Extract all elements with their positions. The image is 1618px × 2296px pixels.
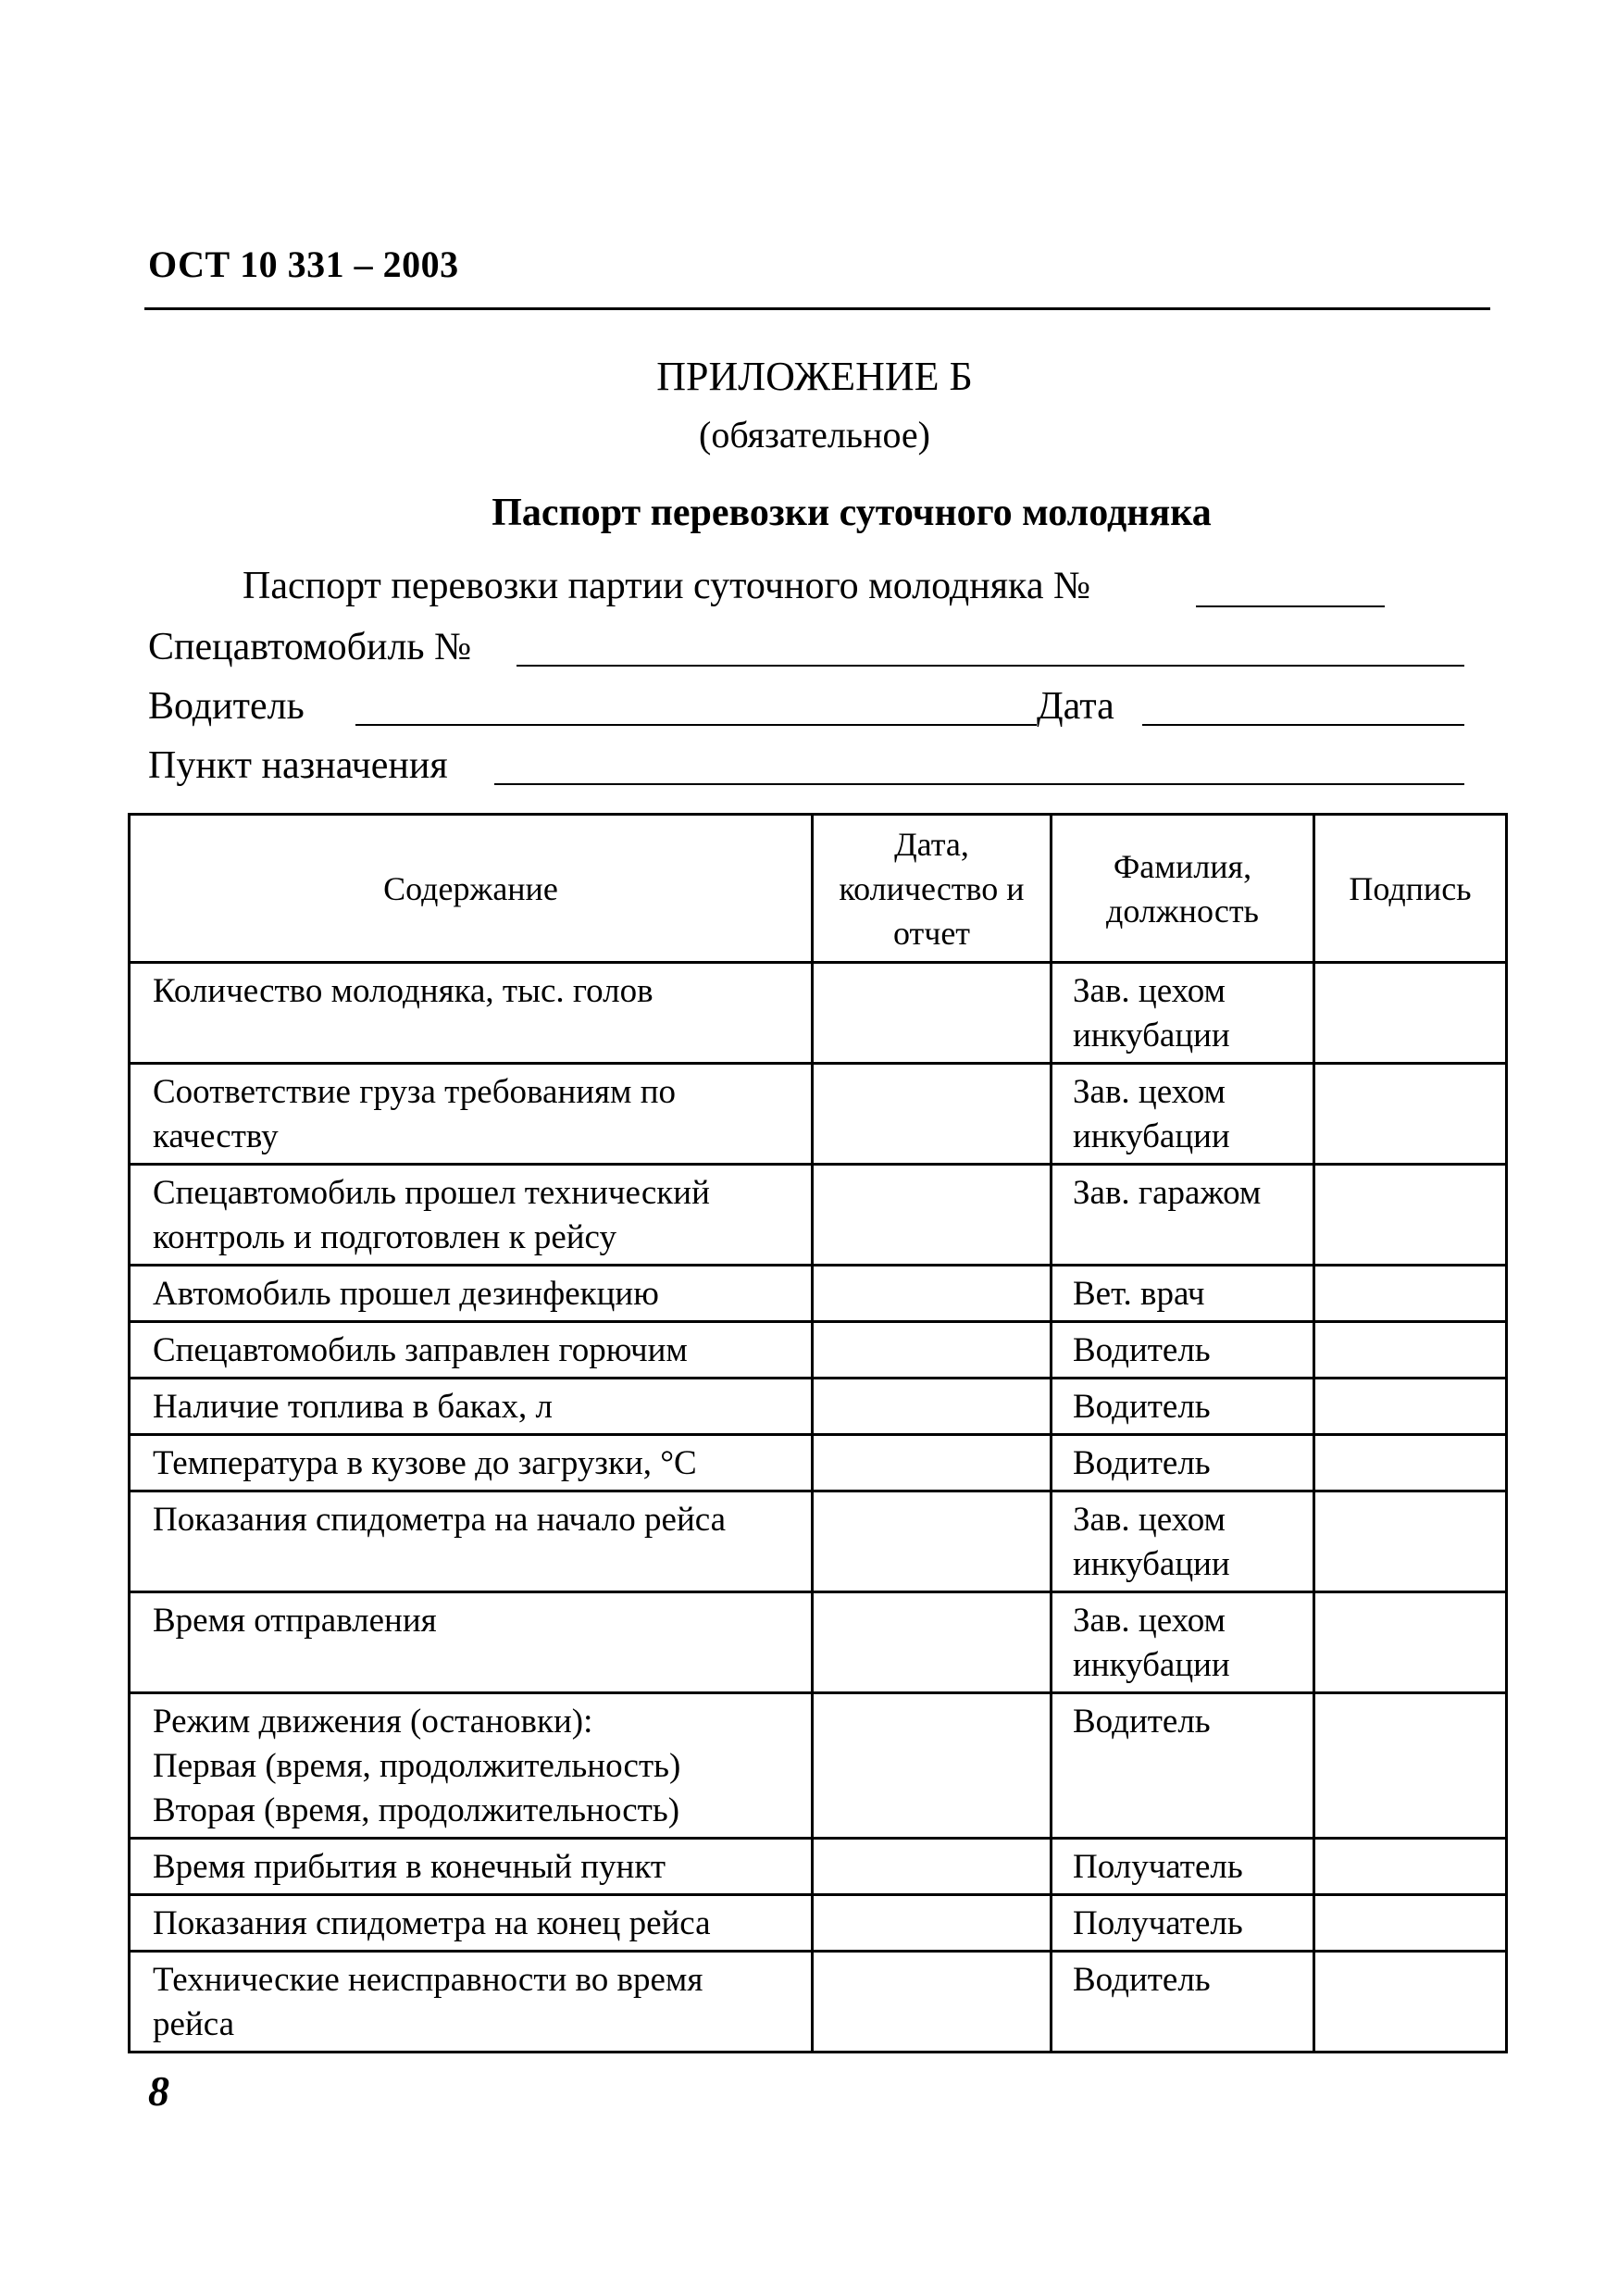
row-content: Спецавтомобиль заправлен горючим xyxy=(130,1322,813,1379)
header-content: Содержание xyxy=(130,815,813,963)
row-name-position: Зав. цехом инкубации xyxy=(1052,1491,1314,1592)
table-row xyxy=(130,1839,1507,1895)
table-header-row xyxy=(130,815,1507,963)
row-date-quantity-cell[interactable] xyxy=(813,1952,1052,2053)
row-name-position: Водитель xyxy=(1052,1322,1314,1379)
row-date-quantity-cell[interactable] xyxy=(813,1592,1052,1693)
row-content: Автомобиль прошел дезинфекцию xyxy=(130,1266,813,1322)
row-content: Время отправления xyxy=(130,1592,813,1693)
row-content: Спецавтомобиль прошел технический контроль и подготовлен к рейсу xyxy=(130,1165,813,1266)
row-date-quantity-cell[interactable] xyxy=(813,1064,1052,1165)
row-signature-cell[interactable] xyxy=(1314,1895,1507,1952)
row-date-quantity-cell[interactable] xyxy=(813,1895,1052,1952)
row-name-position: Вет. врач xyxy=(1052,1266,1314,1322)
row-name-position: Водитель xyxy=(1052,1435,1314,1491)
row-date-quantity-cell[interactable] xyxy=(813,1379,1052,1435)
row-signature-cell[interactable] xyxy=(1314,1322,1507,1379)
row-signature-cell[interactable] xyxy=(1314,1592,1507,1693)
destination-label: Пункт назначения xyxy=(148,744,448,787)
row-name-position: Водитель xyxy=(1052,1379,1314,1435)
row-signature-cell[interactable] xyxy=(1314,1952,1507,2053)
table-row xyxy=(130,1952,1507,2053)
header-rule xyxy=(144,307,1490,310)
row-date-quantity-cell[interactable] xyxy=(813,1322,1052,1379)
row-content: Технические неисправности во время рейса xyxy=(130,1952,813,2053)
row-content: Режим движения (остановки): Первая (время, продолжительность) Вторая (время, продолжительность) xyxy=(130,1693,813,1839)
table-row xyxy=(130,1064,1507,1165)
row-signature-cell[interactable] xyxy=(1314,1435,1507,1491)
row-date-quantity-cell[interactable] xyxy=(813,963,1052,1064)
table-row xyxy=(130,1435,1507,1491)
row-content: Количество молодняка, тыс. голов xyxy=(130,963,813,1064)
header-date-quantity: Дата, количество и отчет xyxy=(813,815,1052,963)
batch-number-label: Паспорт перевозки партии суточного молодняка № xyxy=(243,565,1091,607)
date-blank[interactable] xyxy=(1142,724,1464,726)
annex-title: ПРИЛОЖЕНИЕ Б xyxy=(656,354,973,399)
header-name-position: Фамилия, должность xyxy=(1052,815,1314,963)
row-date-quantity-cell[interactable] xyxy=(813,1266,1052,1322)
row-content: Время прибытия в конечный пункт xyxy=(130,1839,813,1895)
row-name-position: Зав. гаражом xyxy=(1052,1165,1314,1266)
table-row xyxy=(130,1165,1507,1266)
row-signature-cell[interactable] xyxy=(1314,1266,1507,1322)
row-signature-cell[interactable] xyxy=(1314,1165,1507,1266)
form-title: Паспорт перевозки суточного молодняка xyxy=(492,492,1212,534)
row-content: Температура в кузове до загрузки, °С xyxy=(130,1435,813,1491)
driver-blank[interactable] xyxy=(355,724,1037,726)
row-content: Соответствие груза требованиям по качеству xyxy=(130,1064,813,1165)
table-row xyxy=(130,1895,1507,1952)
row-date-quantity-cell[interactable] xyxy=(813,1165,1052,1266)
row-signature-cell[interactable] xyxy=(1314,1693,1507,1839)
date-label: Дата xyxy=(1037,685,1114,728)
row-name-position: Зав. цехом инкубации xyxy=(1052,963,1314,1064)
row-date-quantity-cell[interactable] xyxy=(813,1839,1052,1895)
row-date-quantity-cell[interactable] xyxy=(813,1693,1052,1839)
header-signature: Подпись xyxy=(1314,815,1507,963)
table-row xyxy=(130,1379,1507,1435)
row-signature-cell[interactable] xyxy=(1314,1064,1507,1165)
table-row xyxy=(130,1266,1507,1322)
row-name-position: Зав. цехом инкубации xyxy=(1052,1064,1314,1165)
driver-label: Водитель xyxy=(148,685,305,728)
document-code: ОСТ 10 331 – 2003 xyxy=(148,243,459,285)
batch-number-blank[interactable] xyxy=(1196,605,1385,607)
row-date-quantity-cell[interactable] xyxy=(813,1491,1052,1592)
table-row xyxy=(130,1592,1507,1693)
row-date-quantity-cell[interactable] xyxy=(813,1435,1052,1491)
row-name-position: Водитель xyxy=(1052,1693,1314,1839)
table-row xyxy=(130,963,1507,1064)
row-signature-cell[interactable] xyxy=(1314,1491,1507,1592)
row-content: Показания спидометра на конец рейса xyxy=(130,1895,813,1952)
row-signature-cell[interactable] xyxy=(1314,1379,1507,1435)
row-name-position: Водитель xyxy=(1052,1952,1314,2053)
row-content: Наличие топлива в баках, л xyxy=(130,1379,813,1435)
row-signature-cell[interactable] xyxy=(1314,963,1507,1064)
row-signature-cell[interactable] xyxy=(1314,1839,1507,1895)
vehicle-number-label: Спецавтомобиль № xyxy=(148,626,472,668)
row-name-position: Получатель xyxy=(1052,1839,1314,1895)
destination-blank[interactable] xyxy=(494,783,1464,785)
page-number: 8 xyxy=(148,2067,169,2115)
passport-table xyxy=(128,813,1508,2053)
table-row xyxy=(130,1491,1507,1592)
table-row xyxy=(130,1322,1507,1379)
annex-note: (обязательное) xyxy=(699,414,930,455)
row-name-position: Зав. цехом инкубации xyxy=(1052,1592,1314,1693)
table-row xyxy=(130,1693,1507,1839)
vehicle-number-blank[interactable] xyxy=(517,665,1464,667)
row-name-position: Получатель xyxy=(1052,1895,1314,1952)
row-content: Показания спидометра на начало рейса xyxy=(130,1491,813,1592)
